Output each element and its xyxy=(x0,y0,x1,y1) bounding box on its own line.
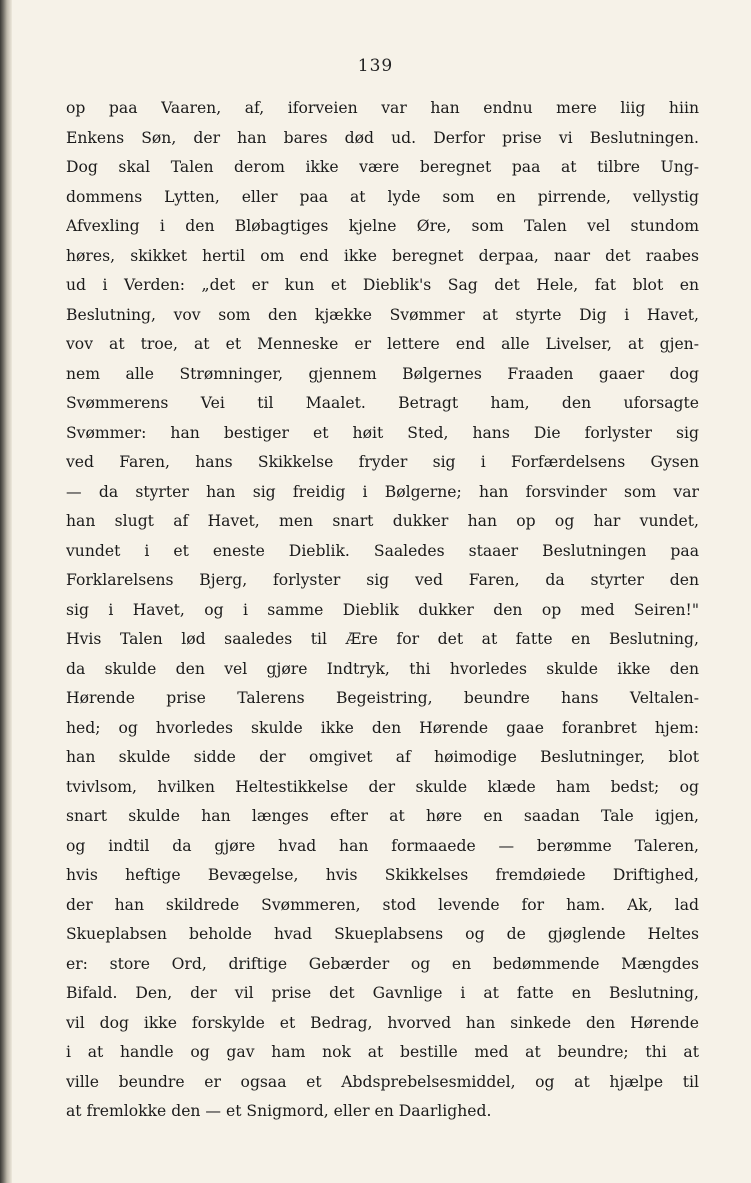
text-line: Enkens Søn, der han bares død ud. Derfor prise vi Beslutningen. xyxy=(66,128,699,147)
text-line: at fremlokke den — et Snigmord, eller en Daarlighed. xyxy=(66,1102,492,1120)
text-line: tvivlsom, hvilken Heltestikkelse der skulde klæde ham bedst; og xyxy=(66,777,699,796)
text-line: Dog skal Talen derom ikke være beregnet paa at tilbre Ung- xyxy=(66,158,699,176)
text-line: — da styrter han sig freidig i Bølgerne; han forsvinder som var xyxy=(66,482,699,501)
text-line: og indtil da gjøre hvad han formaaede — berømme Taleren, xyxy=(66,836,699,855)
text-line: Svømmerens Vei til Maalet. Betragt ham, den uforsagte xyxy=(66,394,699,412)
text-line: snart skulde han længes efter at høre en saadan Tale igjen, xyxy=(66,807,699,825)
text-line: da skulde den vel gjøre Indtryk, thi hvorledes skulde ikke den xyxy=(66,659,699,678)
text-line: hed; og hvorledes skulde ikke den Hørende gaae foranbret hjem: xyxy=(66,718,699,737)
text-line: vundet i et eneste Dieblik. Saaledes staaer Beslutningen paa xyxy=(66,541,699,560)
text-line: op paa Vaaren, af, iforveien var han endnu mere liig hiin xyxy=(66,99,699,117)
body-text xyxy=(66,94,699,1127)
text-line: sig i Havet, og i samme Dieblik dukker den op med Seiren!" xyxy=(66,600,699,619)
text-line: Bifald. Den, der vil prise det Gavnlige i at fatte en Beslutning, xyxy=(66,984,699,1002)
text-line: Hvis Talen lød saaledes til Ære for det at fatte en Beslutning, xyxy=(66,630,699,648)
text-line: hvis heftige Bevægelse, hvis Skikkelses fremdøiede Driftighed, xyxy=(66,866,699,884)
text-line: han skulde sidde der omgivet af høimodige Beslutninger, blot xyxy=(66,748,699,766)
text-line: han slugt af Havet, men snart dukker han op og har vundet, xyxy=(66,512,699,530)
text-line: Svømmer: han bestiger et høit Sted, hans Die forlyster sig xyxy=(66,423,699,442)
text-line: Forklarelsens Bjerg, forlyster sig ved Faren, da styrter den xyxy=(66,571,699,589)
text-line: nem alle Strømninger, gjennem Bølgernes Fraaden gaaer dog xyxy=(66,364,699,383)
text-line: dommens Lytten, eller paa at lyde som en pirrende, vellystig xyxy=(66,187,699,206)
text-line: Afvexling i den Bløbagtiges kjelne Øre, som Talen vel stundom xyxy=(66,217,699,235)
text-line: Hørende prise Talerens Begeistring, beundre hans Veltalen- xyxy=(66,689,699,707)
text-line: ved Faren, hans Skikkelse fryder sig i Forfærdelsens Gysen xyxy=(66,453,699,471)
text-line: er: store Ord, driftige Gebærder og en bedømmende Mængdes xyxy=(66,954,699,973)
text-line: i at handle og gav ham nok at bestille med at beundre; thi at xyxy=(66,1043,699,1061)
text-line: ville beundre er ogsaa et Abdsprebelsesmiddel, og at hjælpe til xyxy=(66,1072,699,1091)
text-line: vil dog ikke forskylde et Bedrag, hvorved han sinkede den Hørende xyxy=(66,1013,699,1032)
text-line: der han skildrede Svømmeren, stod levende for ham. Ak, lad xyxy=(66,895,699,914)
text-line: ud i Verden: „det er kun et Dieblik's Sag det Hele, fat blot en xyxy=(66,276,699,294)
page-number: 139 xyxy=(357,56,394,76)
text-line: Skueplabsen beholde hvad Skueplabsens og de gjøglende Heltes xyxy=(66,925,699,943)
page-binding-edge xyxy=(0,0,12,1183)
text-line: Beslutning, vov som den kjække Svømmer at styrte Dig i Havet, xyxy=(66,305,699,324)
text-line: høres, skikket hertil om end ikke beregnet derpaa, naar det raabes xyxy=(66,246,699,265)
text-line: vov at troe, at et Menneske er lettere end alle Livelser, at gjen- xyxy=(66,335,699,353)
